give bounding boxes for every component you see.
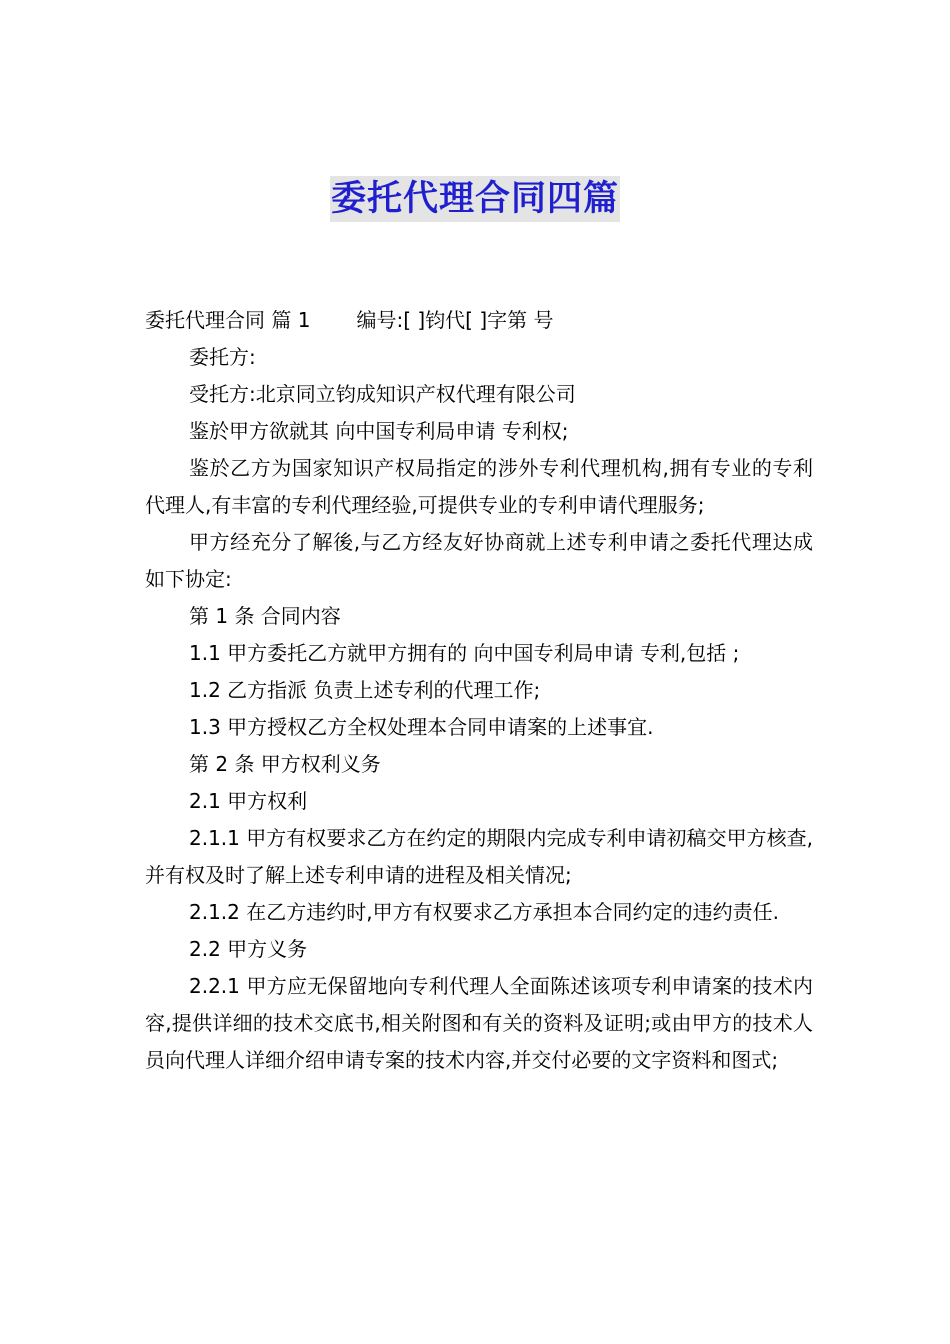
paragraph: 2.2.1 甲方应无保留地向专利代理人全面陈述该项专利申请案的技术内容,提供详细的技术交底书,相关附图和有关的资料及证明;或由甲方的技术人员向代理人详细介绍申请专案的技术内容,并交付必要的文字资料和图式; — [145, 974, 813, 1072]
subsection-heading: 2.1 甲方权利 — [189, 789, 308, 813]
paragraph: 1.3 甲方授权乙方全权处理本合同申请案的上述事宜. — [189, 715, 654, 739]
document-title: 委托代理合同四篇 — [330, 176, 620, 222]
title-container — [0, 176, 950, 222]
paragraph: 鉴於甲方欲就其 向中国专利局申请 专利权; — [189, 419, 569, 443]
paragraph: 鉴於乙方为国家知识产权局指定的涉外专利代理机构,拥有专业的专利代理人,有丰富的专利代理经验,可提供专业的专利申请代理服务; — [145, 456, 813, 517]
paragraph: 2.1.1 甲方有权要求乙方在约定的期限内完成专利申请初稿交甲方核查,并有权及时了解上述专利申请的进程及相关情况; — [145, 826, 813, 887]
paragraph: 2.1.2 在乙方违约时,甲方有权要求乙方承担本合同约定的违约责任. — [189, 900, 779, 924]
subsection-heading: 2.2 甲方义务 — [189, 937, 308, 961]
paragraph: 受托方:北京同立钧成知识产权代理有限公司 — [189, 382, 576, 406]
contract-heading: 委托代理合同 篇 1 — [145, 308, 311, 332]
paragraph: 甲方经充分了解後,与乙方经友好协商就上述专利申请之委托代理达成如下协定: — [145, 530, 813, 591]
paragraph: 委托方: — [189, 345, 256, 369]
section-heading: 第 2 条 甲方权利义务 — [189, 752, 381, 776]
document-body — [145, 302, 813, 1079]
first-line — [145, 302, 813, 339]
paragraph: 1.1 甲方委托乙方就甲方拥有的 向中国专利局申请 专利,包括 ; — [189, 641, 740, 665]
contract-number: 编号:[ ]钧代[ ]字第 号 — [356, 308, 554, 332]
paragraph: 1.2 乙方指派 负责上述专利的代理工作; — [189, 678, 541, 702]
section-heading: 第 1 条 合同内容 — [189, 604, 341, 628]
